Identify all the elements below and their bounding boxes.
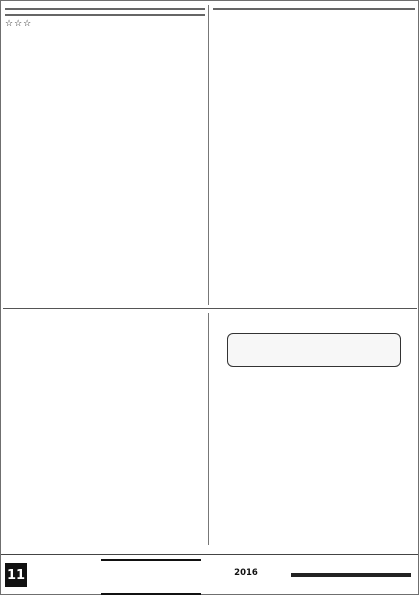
column-bottom-left (5, 314, 205, 514)
section-subheading (213, 8, 415, 10)
column-top-left (5, 4, 205, 306)
column-top-right (213, 4, 415, 306)
issue-date: 2016 (234, 568, 258, 578)
section-subheading (5, 8, 205, 10)
section-divider (3, 308, 417, 309)
article-headline (227, 333, 401, 367)
column-bottom-right (213, 373, 415, 545)
page-footer (1, 554, 418, 595)
section-end-stars: ☆☆☆ (5, 19, 33, 29)
column-divider (208, 5, 209, 305)
column-divider (208, 313, 209, 545)
magazine-logo (101, 559, 201, 595)
page-number: 11 (5, 563, 27, 587)
footer-stripe (291, 573, 411, 577)
section-subheading (5, 14, 205, 16)
